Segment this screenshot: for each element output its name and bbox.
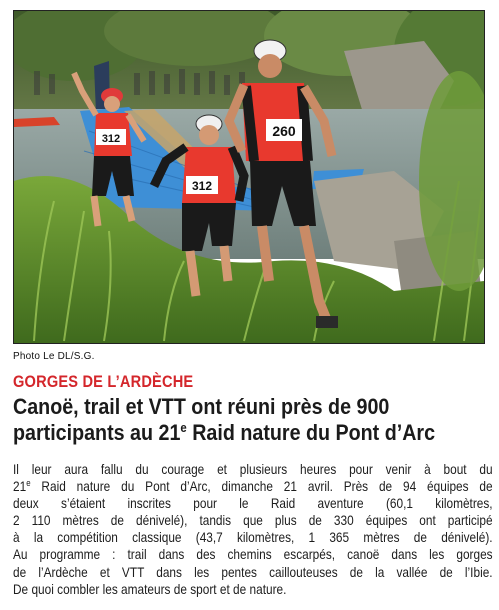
photo-credit: Photo Le DL/S.G. (13, 351, 95, 362)
body-line: de l’Ardèche et VTT dans les pentes caillouteuses de la vallée de l’Ibie. (13, 564, 493, 580)
headline (13, 394, 486, 446)
body-line: Il leur aura fallu du courage et plusieurs heures pour venir à bout du (13, 462, 493, 477)
bib-number: 312 (191, 179, 213, 193)
body-line: Au programme : trail dans des chemins escarpés, canoë dans les gorges (13, 547, 493, 563)
body-line: deux s’étaient inscrites pour le Raid aventure (60,1 kilomètres, (13, 496, 493, 512)
bib-number: 260 (272, 123, 296, 139)
raid-race-photo-illustration (14, 11, 484, 343)
body-line: De quoi combler les amateurs de sport et de nature. (13, 581, 287, 597)
body-line: 2 110 mètres de dénivelé), tandis que plus de 330 équipes ont participé (13, 513, 493, 529)
section-kicker: GORGES DE L’ARDÈCHE (13, 372, 194, 391)
headline-line-2: participants au 21e Raid nature du Pont d’Arc (13, 420, 436, 445)
body-line: 21e Raid nature du Pont d’Arc, dimanche 21 avril. Près de 94 équipes de (13, 478, 493, 495)
headline-line-1: Canoë, trail et VTT ont réuni près de 900 (13, 394, 390, 419)
bib-number: 312 (101, 133, 121, 145)
body-line: à la compétition classique (43,7 kilomètres, 1 365 mètres de dénivelé). (13, 530, 493, 546)
news-photo (13, 10, 485, 344)
article-body (13, 461, 493, 598)
